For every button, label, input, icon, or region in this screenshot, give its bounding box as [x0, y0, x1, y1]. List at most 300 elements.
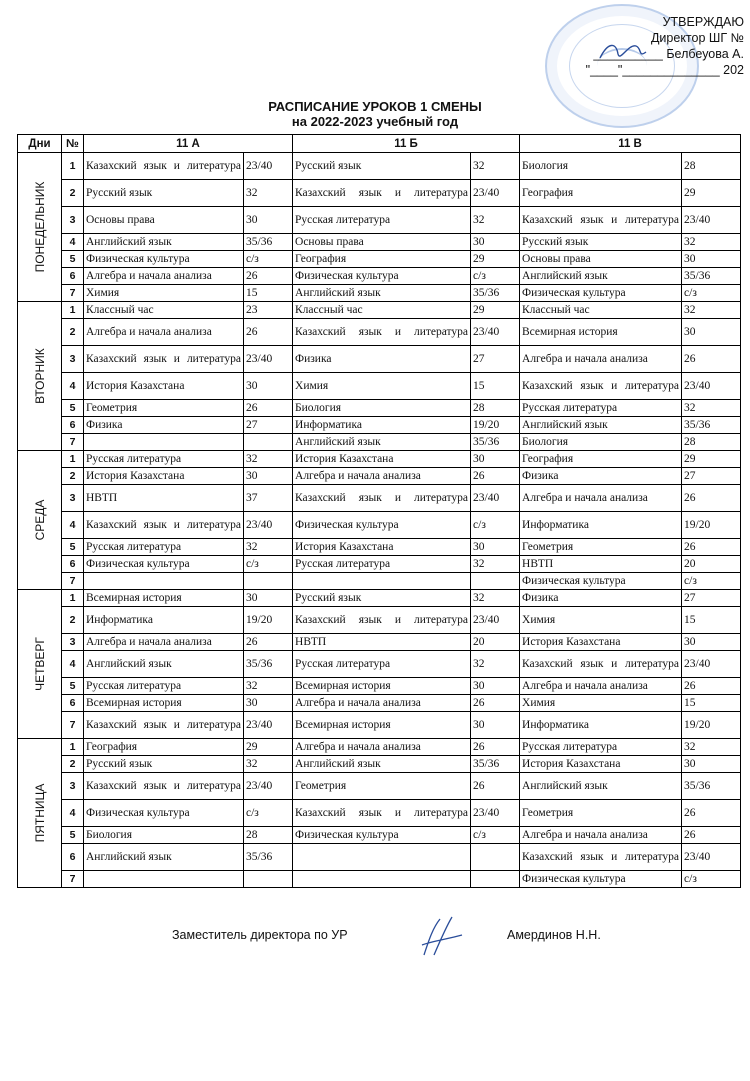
- header-class-11b: 11 Б: [293, 135, 520, 153]
- room-11b: 26: [471, 773, 520, 800]
- room-11a: 32: [244, 451, 293, 468]
- table-row: [18, 539, 741, 556]
- lesson-number: 6: [62, 417, 84, 434]
- subject-11b: [293, 844, 471, 871]
- lesson-number: 5: [62, 678, 84, 695]
- room-11b: 15: [471, 373, 520, 400]
- subject-11b: Химия: [293, 373, 471, 400]
- room-11v: 35/36: [682, 773, 741, 800]
- lesson-number: 2: [62, 468, 84, 485]
- room-11v: 30: [682, 251, 741, 268]
- subject-11b: Алгебра и начала анализа: [293, 739, 471, 756]
- subject-11v: Физика: [520, 468, 682, 485]
- day-name: ЧЕТВЕРГ: [32, 637, 47, 691]
- room-11a: 23/40: [244, 773, 293, 800]
- room-11v: 26: [682, 346, 741, 373]
- subject-11b: Всемирная история: [293, 678, 471, 695]
- approval-line-4: "____"______________ 202: [585, 63, 744, 77]
- table-row: [18, 346, 741, 373]
- subject-11b: Физическая культура: [293, 268, 471, 285]
- subject-11b-text: Казахский язык и литература: [295, 326, 469, 338]
- subject-11a: География: [84, 739, 244, 756]
- room-11v: с/з: [682, 285, 741, 302]
- room-11b: 29: [471, 251, 520, 268]
- day-cell: [18, 739, 62, 888]
- subject-11v-text: Казахский язык и литература: [522, 851, 680, 863]
- table-row: [18, 485, 741, 512]
- room-11a: 30: [244, 373, 293, 400]
- subject-11v: Английский язык: [520, 417, 682, 434]
- table-row: [18, 634, 741, 651]
- room-11a: 35/36: [244, 651, 293, 678]
- subject-11a: Русская литература: [84, 678, 244, 695]
- room-11a: 23/40: [244, 153, 293, 180]
- subject-11b: Биология: [293, 400, 471, 417]
- table-row: [18, 590, 741, 607]
- room-11a: [244, 434, 293, 451]
- lesson-number: 4: [62, 512, 84, 539]
- subject-11b: Информатика: [293, 417, 471, 434]
- subject-11a: Русский язык: [84, 180, 244, 207]
- lesson-number: 2: [62, 319, 84, 346]
- subject-11a: [84, 712, 244, 739]
- subject-11b: Английский язык: [293, 434, 471, 451]
- header-day: Дни: [18, 135, 62, 153]
- subject-11b: Всемирная история: [293, 712, 471, 739]
- subject-11v: География: [520, 180, 682, 207]
- room-11b: 35/36: [471, 285, 520, 302]
- lesson-number: 1: [62, 590, 84, 607]
- room-11b: 23/40: [471, 607, 520, 634]
- subject-11b: История Казахстана: [293, 539, 471, 556]
- subject-11a: Основы права: [84, 207, 244, 234]
- room-11v: 30: [682, 319, 741, 346]
- room-11v: 28: [682, 153, 741, 180]
- subject-11v: Биология: [520, 153, 682, 180]
- subject-11b: Русская литература: [293, 556, 471, 573]
- subject-11v: Всемирная история: [520, 319, 682, 346]
- room-11b: 32: [471, 153, 520, 180]
- subject-11b: [293, 180, 471, 207]
- subject-11a: Алгебра и начала анализа: [84, 268, 244, 285]
- room-11v: 15: [682, 607, 741, 634]
- room-11v: 23/40: [682, 844, 741, 871]
- room-11v: 20: [682, 556, 741, 573]
- subject-11a: Алгебра и начала анализа: [84, 634, 244, 651]
- day-name: ПОНЕДЕЛЬНИК: [32, 181, 47, 273]
- subject-11b: [293, 573, 471, 590]
- subject-11b: Физика: [293, 346, 471, 373]
- header-class-11v: 11 В: [520, 135, 741, 153]
- table-row: [18, 373, 741, 400]
- subject-11a-text: Казахский язык и литература: [86, 160, 241, 172]
- room-11b: [471, 844, 520, 871]
- room-11a: с/з: [244, 251, 293, 268]
- header-num: №: [62, 135, 84, 153]
- lesson-number: 1: [62, 153, 84, 180]
- room-11b: 23/40: [471, 800, 520, 827]
- subject-11v: Информатика: [520, 512, 682, 539]
- subject-11b: Английский язык: [293, 756, 471, 773]
- table-row: [18, 468, 741, 485]
- subject-11v: Химия: [520, 695, 682, 712]
- subject-11a: История Казахстана: [84, 373, 244, 400]
- room-11a: 26: [244, 319, 293, 346]
- subject-11a: Информатика: [84, 607, 244, 634]
- room-11b: 26: [471, 739, 520, 756]
- subject-11a: Английский язык: [84, 651, 244, 678]
- lesson-number: 3: [62, 346, 84, 373]
- subject-11a: Химия: [84, 285, 244, 302]
- room-11a: 23/40: [244, 512, 293, 539]
- subject-11a: Русский язык: [84, 756, 244, 773]
- subject-11a-text: Казахский язык и литература: [86, 353, 241, 365]
- lesson-number: 6: [62, 268, 84, 285]
- room-11b: 28: [471, 400, 520, 417]
- room-11b: 23/40: [471, 180, 520, 207]
- lesson-number: 7: [62, 285, 84, 302]
- approval-line-2: Директор ШГ №: [650, 31, 744, 45]
- subject-11b: Основы права: [293, 234, 471, 251]
- subject-11v: История Казахстана: [520, 756, 682, 773]
- room-11a: 35/36: [244, 844, 293, 871]
- table-row: [18, 756, 741, 773]
- table-row: [18, 773, 741, 800]
- room-11a: [244, 871, 293, 888]
- lesson-number: 2: [62, 180, 84, 207]
- subject-11a: [84, 871, 244, 888]
- room-11v: 29: [682, 451, 741, 468]
- room-11v: 28: [682, 434, 741, 451]
- room-11v: 15: [682, 695, 741, 712]
- subject-11v: [520, 207, 682, 234]
- lesson-number: 1: [62, 451, 84, 468]
- subject-11v: Физическая культура: [520, 285, 682, 302]
- subject-11b: Алгебра и начала анализа: [293, 695, 471, 712]
- room-11a: 29: [244, 739, 293, 756]
- table-row: [18, 871, 741, 888]
- subject-11a: НВТП: [84, 485, 244, 512]
- room-11a: 30: [244, 590, 293, 607]
- lesson-number: 7: [62, 712, 84, 739]
- table-row: [18, 556, 741, 573]
- room-11b: 35/36: [471, 756, 520, 773]
- room-11b: с/з: [471, 827, 520, 844]
- room-11b: 32: [471, 651, 520, 678]
- room-11v: 30: [682, 756, 741, 773]
- subject-11b: Русский язык: [293, 590, 471, 607]
- day-cell: [18, 302, 62, 451]
- table-row: [18, 651, 741, 678]
- subject-11b: [293, 607, 471, 634]
- room-11b: 30: [471, 234, 520, 251]
- table-row: [18, 844, 741, 871]
- table-row: [18, 695, 741, 712]
- subject-11v: Информатика: [520, 712, 682, 739]
- subject-11v: Физика: [520, 590, 682, 607]
- lesson-number: 1: [62, 302, 84, 319]
- lesson-number: 6: [62, 556, 84, 573]
- lesson-number: 3: [62, 634, 84, 651]
- table-row: [18, 153, 741, 180]
- table-header-row: [18, 135, 741, 153]
- room-11a: 27: [244, 417, 293, 434]
- subject-11v: Классный час: [520, 302, 682, 319]
- room-11a: 26: [244, 268, 293, 285]
- subject-11a: [84, 346, 244, 373]
- lesson-number: 7: [62, 573, 84, 590]
- subject-11v: История Казахстана: [520, 634, 682, 651]
- subject-11b: Русская литература: [293, 651, 471, 678]
- subject-11a: [84, 512, 244, 539]
- room-11b: 23/40: [471, 485, 520, 512]
- table-row: [18, 827, 741, 844]
- lesson-number: 4: [62, 234, 84, 251]
- subject-11v: Русская литература: [520, 739, 682, 756]
- lesson-number: 4: [62, 800, 84, 827]
- subject-11v: Английский язык: [520, 268, 682, 285]
- table-row: [18, 268, 741, 285]
- subject-11a: Всемирная история: [84, 695, 244, 712]
- day-name: ПЯТНИЦА: [32, 783, 47, 843]
- room-11b: [471, 573, 520, 590]
- day-name: СРЕДА: [32, 499, 47, 541]
- room-11v: 27: [682, 468, 741, 485]
- room-11a: 28: [244, 827, 293, 844]
- subject-11b: НВТП: [293, 634, 471, 651]
- room-11a: 23: [244, 302, 293, 319]
- subject-11b-text: Казахский язык и литература: [295, 187, 469, 199]
- subject-11b-text: Казахский язык и литература: [295, 614, 469, 626]
- table-row: [18, 712, 741, 739]
- lesson-number: 6: [62, 844, 84, 871]
- subject-11b: Классный час: [293, 302, 471, 319]
- room-11b: 29: [471, 302, 520, 319]
- room-11a: 35/36: [244, 234, 293, 251]
- footer-position: Заместитель директора по УР: [172, 928, 348, 942]
- room-11v: 23/40: [682, 651, 741, 678]
- schedule-subtitle: на 2022-2023 учебный год: [291, 114, 459, 129]
- subject-11v: Русская литература: [520, 400, 682, 417]
- room-11a: 19/20: [244, 607, 293, 634]
- room-11a: 32: [244, 180, 293, 207]
- lesson-number: 5: [62, 827, 84, 844]
- subject-11v: Русский язык: [520, 234, 682, 251]
- director-signature: [598, 38, 648, 64]
- subject-11a: Физическая культура: [84, 556, 244, 573]
- subject-11a: Биология: [84, 827, 244, 844]
- room-11v: 35/36: [682, 417, 741, 434]
- subject-11v: Химия: [520, 607, 682, 634]
- lesson-number: 3: [62, 207, 84, 234]
- room-11v: 26: [682, 678, 741, 695]
- room-11b: 32: [471, 556, 520, 573]
- subject-11v: Основы права: [520, 251, 682, 268]
- subject-11a: Алгебра и начала анализа: [84, 319, 244, 346]
- subject-11b: Русский язык: [293, 153, 471, 180]
- subject-11b-text: Казахский язык и литература: [295, 492, 469, 504]
- subject-11v: Геометрия: [520, 539, 682, 556]
- table-row: [18, 319, 741, 346]
- room-11b: с/з: [471, 512, 520, 539]
- table-row: [18, 207, 741, 234]
- subject-11a-text: Казахский язык и литература: [86, 519, 241, 531]
- subject-11v-text: Казахский язык и литература: [522, 214, 680, 226]
- room-11v: с/з: [682, 871, 741, 888]
- subject-11a: Физика: [84, 417, 244, 434]
- subject-11b: Русская литература: [293, 207, 471, 234]
- day-cell: [18, 451, 62, 590]
- footer-name: Амердинов Н.Н.: [507, 928, 601, 942]
- room-11a: 26: [244, 634, 293, 651]
- subject-11a: [84, 573, 244, 590]
- subject-11a: История Казахстана: [84, 468, 244, 485]
- subject-11v-text: Казахский язык и литература: [522, 380, 680, 392]
- subject-11a: Русская литература: [84, 451, 244, 468]
- subject-11v: Алгебра и начала анализа: [520, 827, 682, 844]
- room-11v: 19/20: [682, 512, 741, 539]
- lesson-number: 7: [62, 871, 84, 888]
- subject-11a: Классный час: [84, 302, 244, 319]
- lesson-number: 7: [62, 434, 84, 451]
- room-11a: 32: [244, 756, 293, 773]
- day-cell: [18, 590, 62, 739]
- subject-11a: Русская литература: [84, 539, 244, 556]
- room-11v: 29: [682, 180, 741, 207]
- table-row: [18, 400, 741, 417]
- table-row: [18, 800, 741, 827]
- subject-11a: Английский язык: [84, 844, 244, 871]
- subject-11v-text: Казахский язык и литература: [522, 658, 680, 670]
- table-row: [18, 180, 741, 207]
- room-11a: 23/40: [244, 346, 293, 373]
- subject-11a: Физическая культура: [84, 251, 244, 268]
- room-11a: 37: [244, 485, 293, 512]
- subject-11b: География: [293, 251, 471, 268]
- subject-11b: Физическая культура: [293, 512, 471, 539]
- subject-11v: Биология: [520, 434, 682, 451]
- subject-11v: Геометрия: [520, 800, 682, 827]
- room-11v: 26: [682, 485, 741, 512]
- subject-11b: [293, 800, 471, 827]
- approval-line-1: УТВЕРЖДАЮ: [662, 15, 744, 29]
- table-row: [18, 234, 741, 251]
- schedule-table: [17, 134, 741, 888]
- subject-11a-text: Казахский язык и литература: [86, 719, 241, 731]
- subject-11a: [84, 434, 244, 451]
- subject-11b: Алгебра и начала анализа: [293, 468, 471, 485]
- subject-11b: Физическая культура: [293, 827, 471, 844]
- subject-11b: [293, 485, 471, 512]
- subject-11a: Английский язык: [84, 234, 244, 251]
- room-11v: 32: [682, 739, 741, 756]
- room-11v: 35/36: [682, 268, 741, 285]
- subject-11b-text: Казахский язык и литература: [295, 807, 469, 819]
- lesson-number: 5: [62, 400, 84, 417]
- deputy-signature: [418, 915, 464, 959]
- table-row: [18, 573, 741, 590]
- room-11v: 26: [682, 827, 741, 844]
- subject-11v: Физическая культура: [520, 573, 682, 590]
- room-11b: 32: [471, 207, 520, 234]
- subject-11v: Алгебра и начала анализа: [520, 346, 682, 373]
- room-11a: 30: [244, 207, 293, 234]
- room-11v: с/з: [682, 573, 741, 590]
- room-11v: 26: [682, 539, 741, 556]
- room-11b: 30: [471, 451, 520, 468]
- day-name: ВТОРНИК: [32, 348, 47, 404]
- subject-11v: Алгебра и начала анализа: [520, 485, 682, 512]
- room-11b: 20: [471, 634, 520, 651]
- lesson-number: 3: [62, 485, 84, 512]
- table-row: [18, 251, 741, 268]
- subject-11a-text: Казахский язык и литература: [86, 780, 241, 792]
- room-11v: 32: [682, 400, 741, 417]
- room-11a: 30: [244, 468, 293, 485]
- room-11b: с/з: [471, 268, 520, 285]
- subject-11b: [293, 871, 471, 888]
- room-11a: с/з: [244, 800, 293, 827]
- lesson-number: 5: [62, 539, 84, 556]
- subject-11a: Физическая культура: [84, 800, 244, 827]
- header-class-11a: 11 А: [84, 135, 293, 153]
- room-11a: 26: [244, 400, 293, 417]
- lesson-number: 2: [62, 756, 84, 773]
- room-11b: 23/40: [471, 319, 520, 346]
- table-row: [18, 678, 741, 695]
- subject-11v: НВТП: [520, 556, 682, 573]
- table-row: [18, 417, 741, 434]
- room-11b: 19/20: [471, 417, 520, 434]
- schedule-title: РАСПИСАНИЕ УРОКОВ 1 СМЕНЫ: [268, 99, 482, 114]
- room-11b: 35/36: [471, 434, 520, 451]
- room-11a: 32: [244, 539, 293, 556]
- table-row: [18, 739, 741, 756]
- room-11v: 27: [682, 590, 741, 607]
- subject-11a: Геометрия: [84, 400, 244, 417]
- table-row: [18, 285, 741, 302]
- approval-line-3: __________ Белбеуова А.: [593, 47, 744, 61]
- room-11v: 23/40: [682, 373, 741, 400]
- lesson-number: 3: [62, 773, 84, 800]
- room-11b: 26: [471, 468, 520, 485]
- room-11a: 23/40: [244, 712, 293, 739]
- table-row: [18, 607, 741, 634]
- room-11v: 26: [682, 800, 741, 827]
- table-row: [18, 451, 741, 468]
- room-11b: 30: [471, 712, 520, 739]
- subject-11v: Английский язык: [520, 773, 682, 800]
- lesson-number: 2: [62, 607, 84, 634]
- room-11v: 32: [682, 302, 741, 319]
- subject-11v: Алгебра и начала анализа: [520, 678, 682, 695]
- subject-11v: [520, 373, 682, 400]
- room-11v: 30: [682, 634, 741, 651]
- room-11v: 23/40: [682, 207, 741, 234]
- room-11v: 19/20: [682, 712, 741, 739]
- subject-11v: [520, 651, 682, 678]
- day-cell: [18, 153, 62, 302]
- subject-11a: Всемирная история: [84, 590, 244, 607]
- room-11b: [471, 871, 520, 888]
- lesson-number: 4: [62, 373, 84, 400]
- lesson-number: 6: [62, 695, 84, 712]
- subject-11v: Физическая культура: [520, 871, 682, 888]
- subject-11b: [293, 319, 471, 346]
- table-row: [18, 434, 741, 451]
- room-11a: [244, 573, 293, 590]
- subject-11a: [84, 153, 244, 180]
